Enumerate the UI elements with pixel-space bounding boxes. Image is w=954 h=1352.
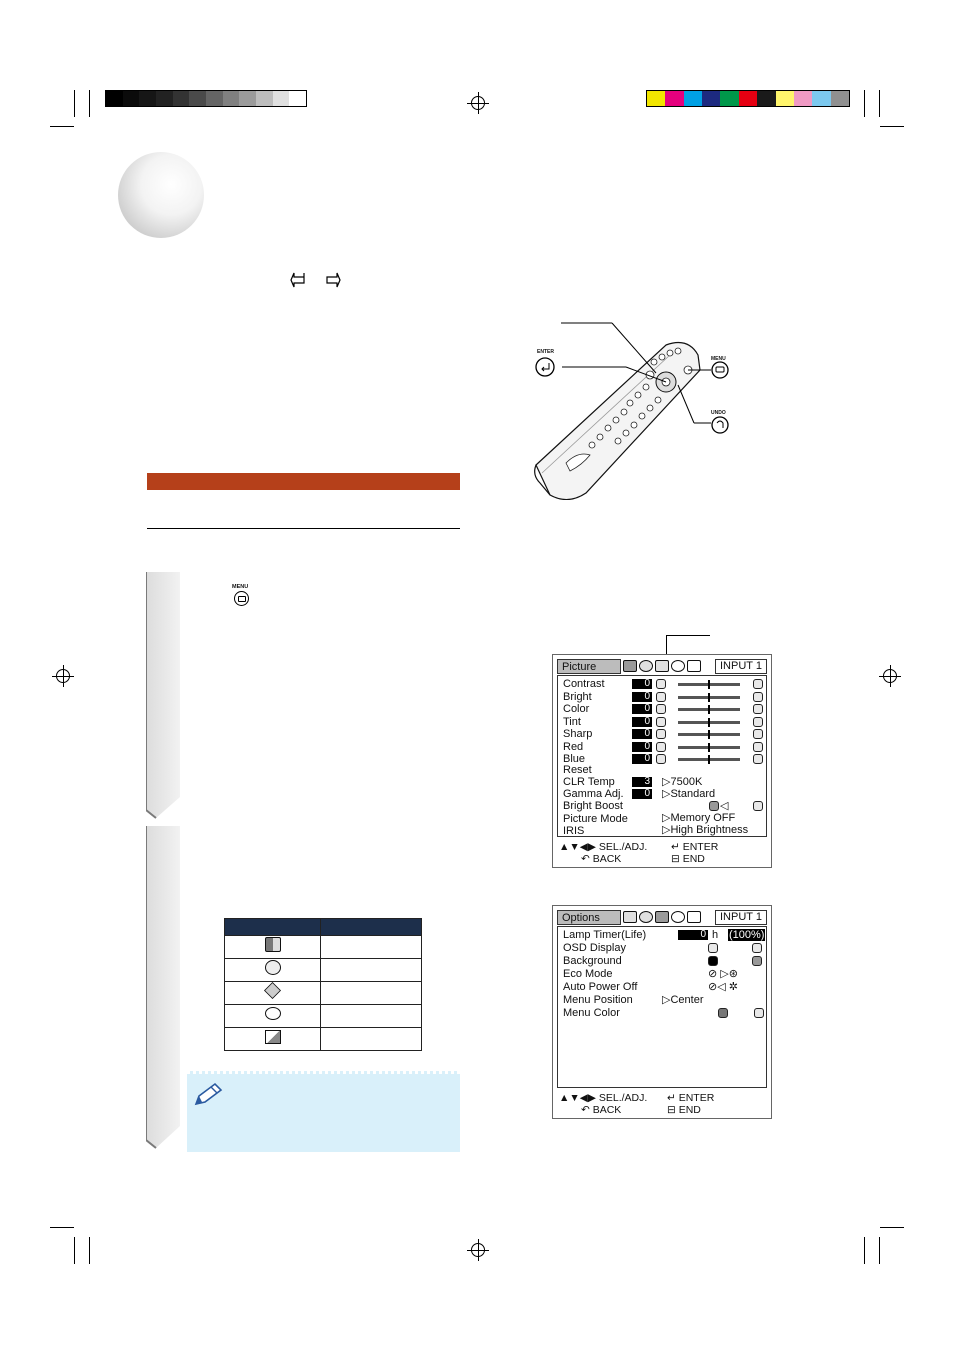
options-menu-body [557,926,767,1088]
input-indicator: INPUT 1 [715,910,767,925]
slider-max-icon [753,754,763,764]
adjust-item-value: 0 [632,692,652,702]
remote-undo-label: UNDO [711,410,726,416]
menu-icon-table [224,918,422,1051]
color-swatch [106,91,123,106]
table-row [225,1028,422,1051]
menu-icon-table-header [225,919,422,936]
picture-footer-enter: ↵ ENTER [671,841,719,853]
picture-menu-screen [552,654,772,868]
iris-setting-text: High Brightness [670,824,749,836]
left-arrow-icon [290,271,306,289]
clr-temp-setting: ▷7500K [662,776,703,788]
gamma-setting: ▷Standard [662,788,716,800]
gamma-value: 0 [632,789,652,799]
picture-footer-back-text: BACK [592,853,622,865]
registration-mark-top [471,96,485,110]
bright-boost-arrow-icon: ◁ [720,800,729,812]
color-swatch [123,91,140,106]
osd-display-on-icon [708,943,718,953]
slider-max-icon [753,679,763,689]
menu-position-setting: ▷Center [662,994,704,1006]
picture-mode-setting: ▷Memory OFF [662,812,736,824]
adjust-item-label[interactable]: Blue [563,753,586,765]
picture-menu-icon [265,937,281,952]
adjust-item-label[interactable]: Color [563,703,590,715]
slider-handle[interactable] [708,718,710,727]
slider-min-icon [656,717,666,727]
color-swatch [647,91,665,106]
picture-footer-enter-text: ENTER [682,841,719,853]
table-row [225,936,422,959]
picture-footer-sel-text: SEL./ADJ. [598,841,648,853]
slider-min-icon [656,754,666,764]
clr-temp-value: 3 [632,777,652,787]
slider-handle[interactable] [708,743,710,752]
slider-handle[interactable] [708,730,710,739]
fine-sync-tab-icon[interactable] [639,660,653,672]
picture-mode-setting-text: Memory OFF [670,812,736,824]
color-swatch [139,91,156,106]
color-swatch [776,91,794,106]
step1-menu-label: MENU [232,584,249,590]
color-swatch [206,91,223,106]
slider-handle[interactable] [708,693,710,702]
remote-menu-label: MENU [711,356,726,362]
iris-label[interactable]: IRIS [563,825,585,837]
lamp-life-value: (100%) [729,929,765,941]
clr-temp-label[interactable]: CLR Temp [563,776,615,788]
table-row [225,959,422,982]
note-box [187,1071,460,1152]
options-footer-end-text: END [678,1104,701,1116]
section-header-bar [147,473,460,490]
adjust-item-value: 0 [632,679,652,689]
options-tab-icon[interactable] [655,660,669,672]
bright-boost-off-icon [753,801,763,811]
option-item-label[interactable]: Background [563,955,622,967]
slider-max-icon [753,742,763,752]
slider-min-icon [656,729,666,739]
options-footer-sel-text: SEL./ADJ. [598,1092,648,1104]
option-item-label[interactable]: OSD Display [563,942,626,954]
color-swatch [831,91,849,106]
auto-power-off-icons: ⊘◁ ✲ [708,981,738,993]
color-swatch [684,91,702,106]
option-item-label[interactable]: Auto Power Off [563,981,638,993]
menu-button-icon [234,591,249,606]
option-item-label[interactable]: Lamp Timer(Life) [563,929,647,941]
process-color-bar [646,90,850,107]
slider-max-icon [753,729,763,739]
iris-setting: ▷High Brightness [662,824,749,836]
lamp-timer-value: 0 [678,930,708,940]
slider-handle[interactable] [708,705,710,714]
background-on-icon [708,956,718,966]
eco-mode-icons: ⊘ ▷⊛ [708,968,738,980]
registration-mark-left [56,669,70,683]
remote-control-illustration [528,315,738,500]
remote-enter-label: ENTER [537,349,554,355]
pencil-note-icon [193,1082,223,1108]
options-menu-screen [552,905,772,1119]
picture-menu-body [557,675,767,837]
slider-min-icon [656,742,666,752]
adjust-item-value: 0 [632,729,652,739]
adjust-item-value: 0 [632,717,652,727]
options-footer-enter: ↵ ENTER [667,1092,715,1104]
slider-min-icon [656,704,666,714]
menu-color-icon-1 [718,1008,728,1018]
color-swatch [289,91,306,106]
status-tab-icon[interactable] [687,911,701,923]
fine-sync-menu-icon [265,960,281,975]
adjust-item-value: 0 [632,704,652,714]
color-swatch [189,91,206,106]
slider-max-icon [753,717,763,727]
picture-footer-end: ⊟ END [671,853,705,865]
table-row [225,1005,422,1028]
option-item-label[interactable]: Menu Color [563,1007,620,1019]
slider-max-icon [753,692,763,702]
chapter-circle [118,152,204,238]
reset-item[interactable]: Reset [563,764,592,776]
color-swatch [173,91,190,106]
picture-tab-icon[interactable] [623,660,637,672]
adjust-item-label[interactable]: Bright [563,690,592,703]
color-swatch [223,91,240,106]
clr-temp-setting-text: 7500K [670,776,703,788]
menu-position-setting-text: Center [670,994,704,1006]
color-swatch [239,91,256,106]
color-swatch [720,91,738,106]
slider-min-icon [656,692,666,702]
option-item-label[interactable]: Menu Position [563,994,633,1006]
language-menu-icon [265,1007,281,1020]
section-rule [147,528,460,529]
color-swatch [665,91,683,106]
color-swatch [156,91,173,106]
adjust-item-value: 0 [632,754,652,764]
picture-footer-end-text: END [682,853,705,865]
gamma-label[interactable]: Gamma Adj. [563,788,624,800]
icons-callout-line [666,635,710,636]
picture-footer-sel: ▲▼◀▶ SEL./ADJ. [559,841,648,853]
bright-boost-label[interactable]: Bright Boost [563,800,623,812]
slider-max-icon [753,704,763,714]
options-footer-enter-text: ENTER [678,1092,715,1104]
picture-mode-label[interactable]: Picture Mode [563,813,628,825]
step-1-tab [146,572,180,820]
step-2-tab [146,826,180,1150]
options-footer-back-text: BACK [592,1104,622,1116]
options-footer-back: ↶ BACK [581,1104,622,1116]
adjust-item-label[interactable]: Tint [563,715,581,728]
color-swatch [812,91,830,106]
fine-sync-tab-icon[interactable] [639,911,653,923]
bright-boost-on-icon [709,801,719,811]
options-menu-title: Options [557,910,621,925]
slider-handle[interactable] [708,755,710,764]
input-indicator: INPUT 1 [715,659,767,674]
menu-tab-icons [621,659,705,674]
adjust-item-label[interactable]: Sharp [563,728,593,740]
picture-tab-icon[interactable] [623,911,637,923]
slider-handle[interactable] [708,680,710,689]
color-swatch [256,91,273,106]
color-swatch [739,91,757,106]
status-menu-icon [265,1030,281,1044]
gamma-setting-text: Standard [670,788,716,800]
adjust-item-label[interactable]: Contrast [563,678,605,690]
options-footer-sel: ▲▼◀▶ SEL./ADJ. [559,1092,648,1104]
option-item-label[interactable]: Eco Mode [563,968,613,980]
color-swatch [702,91,720,106]
color-swatch [273,91,290,106]
menu-color-icon-2 [754,1008,764,1018]
adjust-item-label[interactable]: Red [563,740,584,753]
registration-mark-bottom [471,1243,485,1257]
background-off-icon [752,956,762,966]
osd-display-off-icon [752,943,762,953]
options-tab-icons [621,910,705,925]
color-swatch [757,91,775,106]
status-tab-icon[interactable] [687,660,701,672]
color-swatch [794,91,812,106]
registration-mark-right [883,669,897,683]
language-tab-icon[interactable] [671,911,685,923]
picture-footer-back: ↶ BACK [581,853,622,865]
options-menu-icon [264,982,281,999]
table-row [225,982,422,1005]
grayscale-color-bar [105,90,307,107]
options-tab-icon[interactable] [655,911,669,923]
picture-menu-title: Picture [557,659,621,674]
language-tab-icon[interactable] [671,660,685,672]
slider-min-icon [656,679,666,689]
right-arrow-icon [325,271,341,289]
options-footer-end: ⊟ END [667,1104,701,1116]
adjust-item-value: 0 [632,742,652,752]
lamp-timer-unit: h [712,929,719,941]
